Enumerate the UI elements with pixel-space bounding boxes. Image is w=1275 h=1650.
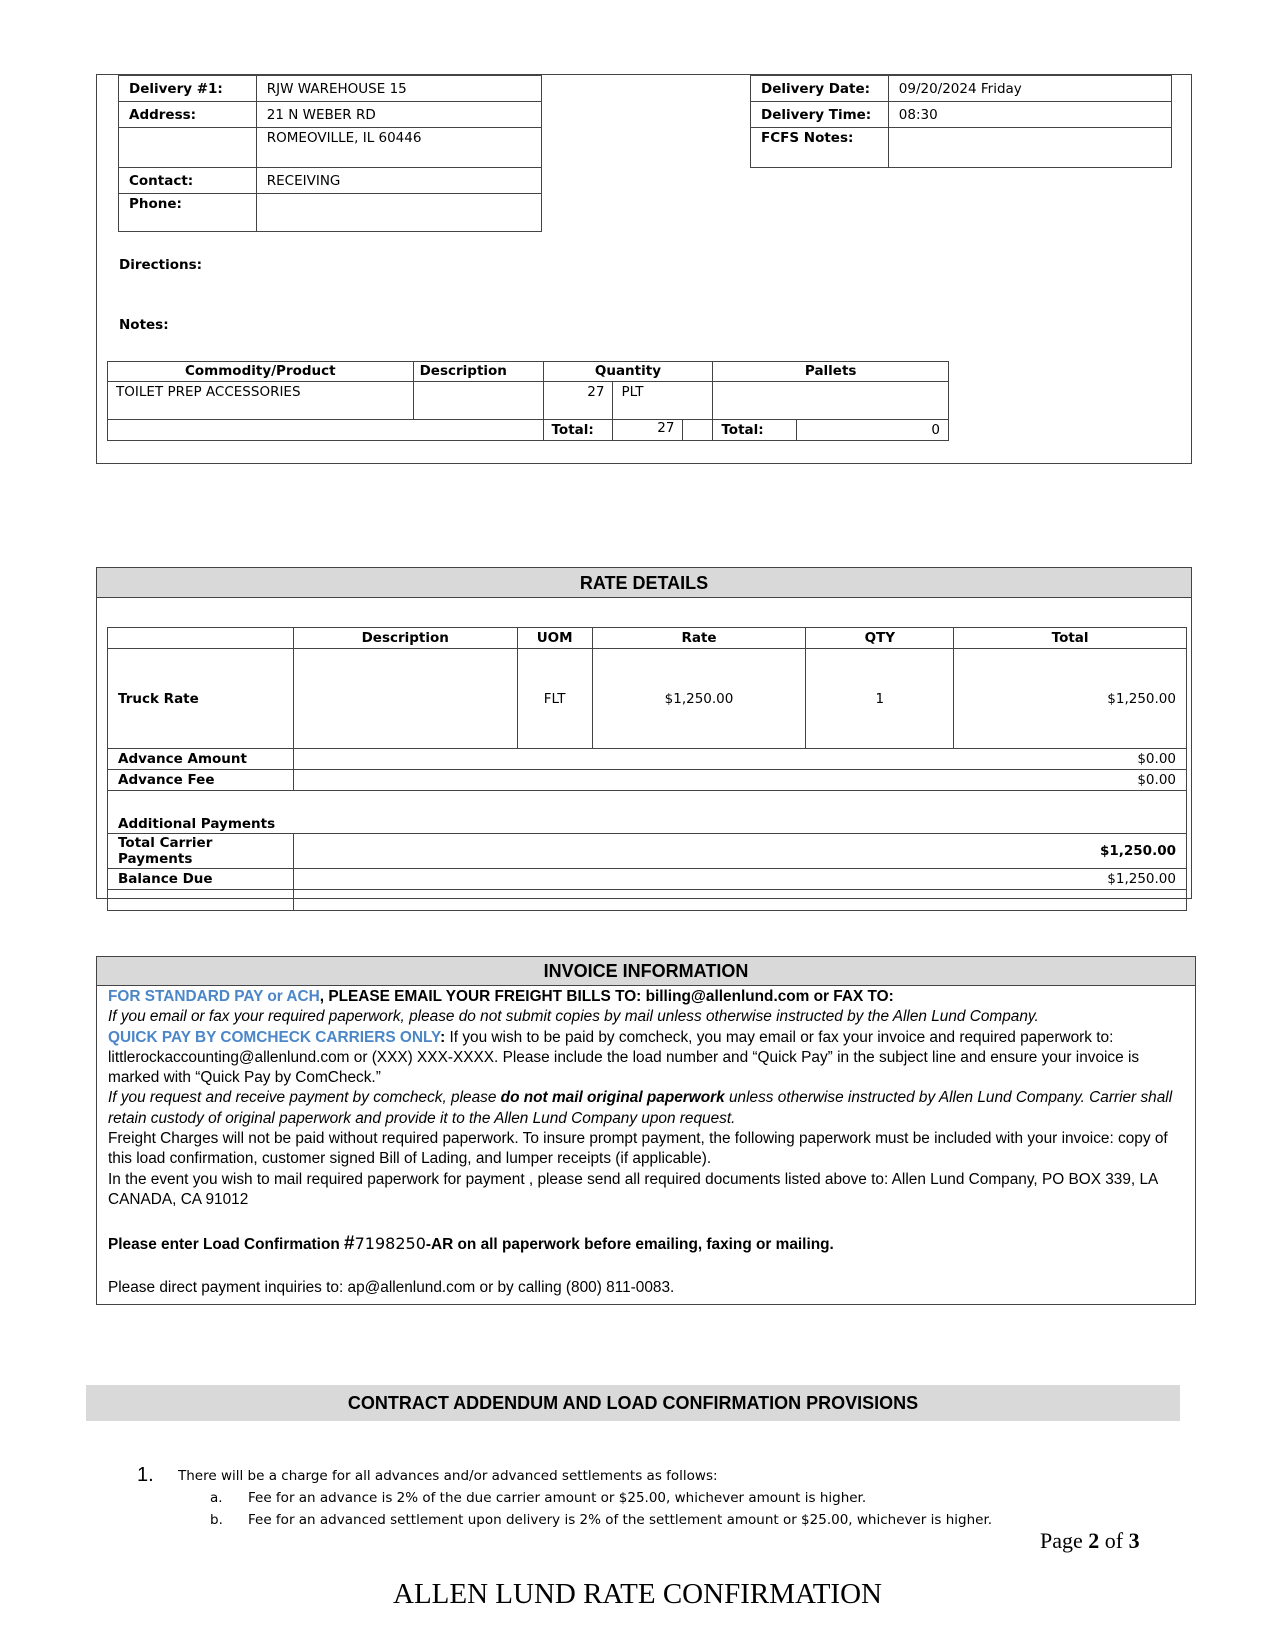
delivery-stop-table	[118, 75, 542, 232]
contact-label: Contact:	[119, 168, 257, 194]
delivery-time-label: Delivery Time:	[751, 102, 889, 128]
invoice-quick-pay: QUICK PAY BY COMCHECK CARRIERS ONLY: If you wish to be paid by comcheck, you may email or fax your invoice and required paperwork to: littlerockaccounting@allenlund.com or (XXX) XXX-XXXX. Please include the load number and “Quick Pay” in the subject line and ensure your invoice is marked with “Quick Pay by ComCheck.”	[108, 1028, 1140, 1087]
rate-total-header: Total	[954, 628, 1187, 649]
advance-amount-label: Advance Amount	[108, 749, 294, 770]
payment-inquiries: Please direct payment inquiries to: ap@allenlund.com or by calling (800) 811-0083.	[108, 1278, 675, 1296]
product-description-cell	[413, 382, 543, 420]
invoice-mail-address: In the event you wish to mail required paperwork for payment , please send all required documents listed above to: Allen Lund Company, PO BOX 339, LA CANADA, CA 91012	[108, 1170, 1158, 1208]
description-header: Description	[413, 362, 543, 382]
quantity-total-label: Total:	[543, 420, 613, 441]
truck-rate-description	[293, 649, 517, 749]
contract-addendum-title: CONTRACT ADDENDUM AND LOAD CONFIRMATION PROVISIONS	[86, 1385, 1180, 1421]
quantity-cell: 27	[543, 382, 613, 420]
pallets-total-value: 0	[797, 420, 949, 441]
delivery-label: Delivery #1:	[119, 76, 257, 102]
blank-cell	[108, 890, 294, 911]
total-carrier-label: Total Carrier Payments	[108, 834, 294, 869]
quantity-header: Quantity	[543, 362, 713, 382]
load-confirmation-note: Please enter Load Confirmation #7198250-AR on all paperwork before emailing, faxing or mailing.	[108, 1233, 834, 1255]
quantity-total-value: 27	[613, 420, 683, 440]
rate-rate-header: Rate	[592, 628, 806, 649]
clause-1a-text: Fee for an advance is 2% of the due carrier amount or $25.00, whichever amount is higher.	[248, 1490, 867, 1506]
balance-due-row	[108, 869, 1187, 890]
phone-label: Phone:	[119, 194, 257, 232]
quick-pay-heading: QUICK PAY BY COMCHECK CARRIERS ONLY	[108, 1028, 441, 1046]
address-label: Address:	[119, 102, 257, 128]
rate-qty-header: QTY	[806, 628, 954, 649]
clause-1b-text: Fee for an advanced settlement upon delivery is 2% of the settlement amount or $25.00, whichever is higher.	[248, 1512, 993, 1528]
clause-1-text: There will be a charge for all advances and/or advanced settlements as follows:	[178, 1468, 718, 1484]
advance-fee-row	[108, 770, 1187, 791]
pallets-cell	[713, 382, 949, 420]
delivery-schedule-table	[750, 75, 1172, 168]
invoice-paperwork-note: Freight Charges will not be paid without required paperwork. To insure prompt payment, the following paperwork must be included with your invoice: copy of this load confirmation, customer signed Bill of Lading, and lumper receipts (if applicable).	[108, 1130, 1168, 1168]
truck-rate-qty: 1	[806, 649, 954, 749]
commodity-header: Commodity/Product	[108, 362, 414, 382]
quantity-total-value-cell	[613, 420, 713, 441]
product-cell: TOILET PREP ACCESSORIES	[108, 382, 414, 420]
invoice-mail-note: If you email or fax your required paperwork, please do not submit copies by mail unless otherwise instructed by the Allen Lund Company.	[108, 1008, 1039, 1026]
truck-rate-total: $1,250.00	[954, 649, 1187, 749]
load-confirmation-number: 7198250	[354, 1234, 426, 1254]
standard-pay-heading: FOR STANDARD PAY or ACH	[108, 988, 320, 1005]
truck-rate-uom: FLT	[517, 649, 592, 749]
additional-payments-row	[108, 791, 1187, 834]
pallets-total-label: Total:	[713, 420, 797, 441]
totals-blank-cell	[108, 420, 544, 441]
clause-1-number: 1.	[137, 1464, 154, 1486]
address-blank-cell	[119, 128, 257, 168]
delivery-date-value: 09/20/2024 Friday	[888, 76, 1171, 102]
truck-rate-rate: $1,250.00	[592, 649, 806, 749]
balance-due-label: Balance Due	[108, 869, 294, 890]
address-line2: ROMEOVILLE, IL 60446	[256, 128, 541, 168]
additional-payments-label: Additional Payments	[108, 791, 1187, 834]
phone-value	[256, 194, 541, 232]
page-number: Page 2 of 3	[1040, 1528, 1140, 1553]
table-row	[108, 382, 949, 420]
invoice-comcheck-note: If you request and receive payment by comcheck, please do not mail original paperwork unless otherwise instructed by Allen Lund Company. Carrier shall retain custody of original paperwork and provide it to the Allen Lund Company upon request.	[108, 1089, 1173, 1127]
rate-table	[107, 627, 1187, 911]
delivery-value: RJW WAREHOUSE 15	[256, 76, 541, 102]
advance-fee-label: Advance Fee	[108, 770, 294, 791]
advance-fee-value: $0.00	[293, 770, 1186, 791]
rate-details-title: RATE DETAILS	[97, 568, 1191, 598]
delivery-date-label: Delivery Date:	[751, 76, 889, 102]
blank-cell	[293, 890, 1186, 911]
truck-rate-label: Truck Rate	[108, 649, 294, 749]
footer-title: ALLEN LUND RATE CONFIRMATION	[393, 1578, 882, 1610]
blank-row	[108, 890, 1187, 911]
total-carrier-value: $1,250.00	[293, 834, 1186, 869]
unit-cell: PLT	[613, 382, 713, 420]
clause-1a-letter: a.	[210, 1490, 223, 1506]
clause-1b-letter: b.	[210, 1512, 223, 1528]
totals-row	[108, 420, 949, 441]
fcfs-notes-value	[888, 128, 1171, 168]
commodity-table	[107, 361, 949, 441]
balance-due-value: $1,250.00	[293, 869, 1186, 890]
invoice-title: INVOICE INFORMATION	[97, 957, 1195, 986]
rate-description-header: Description	[293, 628, 517, 649]
fcfs-notes-label: FCFS Notes:	[751, 128, 889, 168]
invoice-body	[108, 987, 1190, 1298]
directions-label: Directions:	[119, 257, 203, 273]
truck-rate-row	[108, 649, 1187, 749]
contact-value: RECEIVING	[256, 168, 541, 194]
address-line1: 21 N WEBER RD	[256, 102, 541, 128]
advance-amount-value: $0.00	[293, 749, 1186, 770]
delivery-time-value: 08:30	[888, 102, 1171, 128]
notes-label: Notes:	[119, 317, 169, 333]
rate-header-blank	[108, 628, 294, 649]
rate-uom-header: UOM	[517, 628, 592, 649]
pallets-header: Pallets	[713, 362, 949, 382]
invoice-standard-pay: FOR STANDARD PAY or ACH, PLEASE EMAIL YOUR FREIGHT BILLS TO: billing@allenlund.com or FAX TO:	[108, 988, 894, 1005]
advance-amount-row	[108, 749, 1187, 770]
total-carrier-row	[108, 834, 1187, 869]
